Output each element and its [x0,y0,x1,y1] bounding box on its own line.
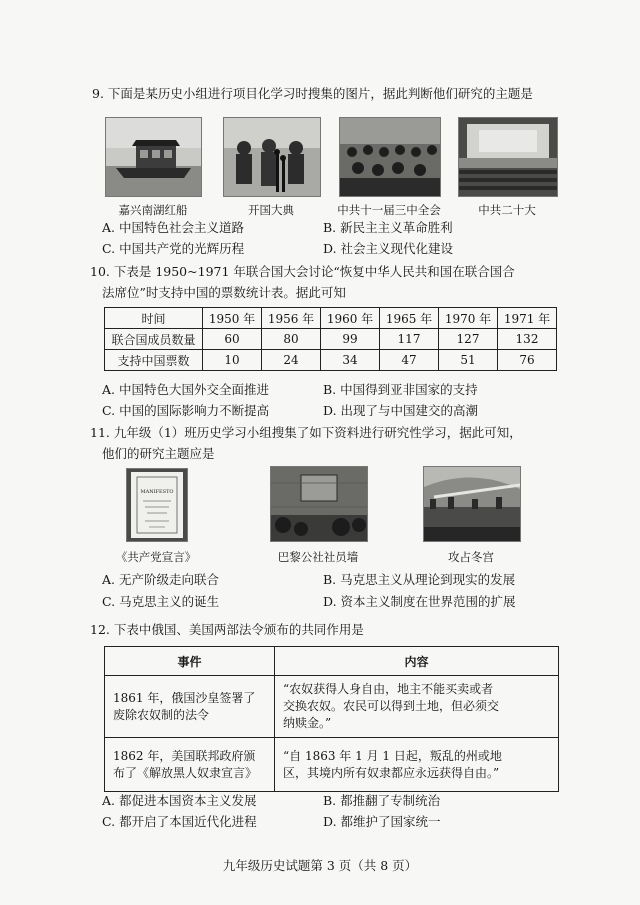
table-header-row [105,308,557,329]
table-cell: 127 [439,329,498,350]
communards-wall-photo [270,466,368,542]
q10-stem-line1: 10. 下表是 1950~1971 年联合国大会讨论“恢复中华人民共和国在联合国合 [90,264,515,279]
table-cell [105,738,275,792]
page-footer: 九年级历史试题第 3 页（共 8 页） [222,858,418,873]
q12-option-c[interactable]: C. 都开启了本国近代化进程 [102,814,257,829]
table-cell: 99 [321,329,380,350]
table-cell: 10 [203,350,262,371]
cell-line: 废除农奴制的法令 [113,707,210,722]
cell-line: 1861 年，俄国沙皇签署了 [113,690,256,705]
q9-option-d[interactable]: D. 社会主义现代化建设 [323,241,454,256]
q11-option-a[interactable]: A. 无产阶级走向联合 [102,572,219,587]
table-header-cell: 时间 [105,308,203,329]
q11-option-d[interactable]: D. 资本主义制度在世界范围的扩展 [323,594,516,609]
table-header-cell: 1956 年 [262,308,321,329]
q10-option-a[interactable]: A. 中国特色大国外交全面推进 [102,382,269,397]
communist-manifesto-photo [126,468,188,542]
table-cell [275,676,559,738]
table-header-cell: 内容 [275,647,559,676]
q12-option-b[interactable]: B. 都推翻了专制统治 [323,793,441,808]
table-header-cell: 1960 年 [321,308,380,329]
table-cell: 60 [203,329,262,350]
table-cell: 76 [498,350,557,371]
table-cell: 支持中国票数 [105,350,203,371]
q12-option-d[interactable]: D. 都维护了国家统一 [323,814,441,829]
table-header-row [105,647,559,676]
q12-stem: 12. 下表中俄国、美国两部法令颁布的共同作用是 [90,622,364,637]
q10-option-c[interactable]: C. 中国的国际影响力不断提高 [102,403,270,418]
table-cell [105,676,275,738]
table-header-cell: 1950 年 [203,308,262,329]
table-cell: 联合国成员数量 [105,329,203,350]
table-row [105,350,557,371]
caption-red-boat: 嘉兴南湖红船 [118,203,188,217]
table-row [105,329,557,350]
caption-communards-wall: 巴黎公社社员墙 [277,550,359,564]
table-cell: 80 [262,329,321,350]
caption-founding-ceremony: 开国大典 [248,203,294,217]
cell-line: “农奴获得人身自由，地主不能买卖或者 [283,682,494,696]
caption-winter-palace: 攻占冬宫 [448,550,494,564]
table-cell: 24 [262,350,321,371]
q10-option-b[interactable]: B. 中国得到亚非国家的支持 [323,382,478,397]
cell-line: 交换农奴。农民可以得到土地，但必须交 [283,699,500,713]
table-cell: 132 [498,329,557,350]
table-cell [275,738,559,792]
table-header-cell: 1965 年 [380,308,439,329]
q10-vote-table [104,307,557,371]
q10-option-d[interactable]: D. 出现了与中国建交的高潮 [323,403,479,418]
cell-line: 纳赎金。” [283,716,332,730]
table-row [105,738,559,792]
q9-stem: 9. 下面是某历史小组进行项目化学习时搜集的图片，据此判断他们研究的主题是 [92,86,533,101]
table-header-cell: 1970 年 [439,308,498,329]
founding-ceremony-photo [223,117,321,197]
caption-twentieth-congress: 中共二十大 [478,203,536,217]
table-row [105,676,559,738]
table-header-cell: 事件 [105,647,275,676]
caption-communist-manifesto: 《共产党宣言》 [115,550,197,564]
q11-option-b[interactable]: B. 马克思主义从理论到现实的发展 [323,572,516,587]
cell-line: 区，其境内所有奴隶都应永远获得自由。” [283,765,500,780]
red-boat-photo [105,117,202,197]
table-cell: 34 [321,350,380,371]
q11-option-c[interactable]: C. 马克思主义的诞生 [102,594,220,609]
q12-edict-table [104,646,559,792]
third-plenary-photo [339,117,441,197]
q11-stem-line1: 11. 九年级（1）班历史学习小组搜集了如下资料进行研究性学习，据此可知， [90,425,522,440]
table-cell: 51 [439,350,498,371]
q9-option-c[interactable]: C. 中国共产党的光辉历程 [102,241,245,256]
cell-line: “自 1863 年 1 月 1 日起，叛乱的州或地 [283,748,502,763]
svg-text:MANIFESTO: MANIFESTO [140,489,174,495]
cell-line: 布了《解放黑人奴隶宣言》 [113,765,258,780]
q12-option-a[interactable]: A. 都促进本国资本主义发展 [102,793,257,808]
q10-stem-line2: 法席位”时支持中国的票数统计表。据此可知 [102,285,346,300]
table-cell: 117 [380,329,439,350]
q11-stem-line2: 他们的研究主题应是 [102,446,215,461]
table-cell: 47 [380,350,439,371]
winter-palace-photo [423,466,521,542]
table-header-cell: 1971 年 [498,308,557,329]
q9-option-a[interactable]: A. 中国特色社会主义道路 [102,220,244,235]
twentieth-congress-photo [458,117,558,197]
cell-line: 1862 年，美国联邦政府颁 [113,748,256,763]
caption-third-plenary: 中共十一届三中全会 [337,203,441,217]
q9-option-b[interactable]: B. 新民主主义革命胜利 [323,220,453,235]
